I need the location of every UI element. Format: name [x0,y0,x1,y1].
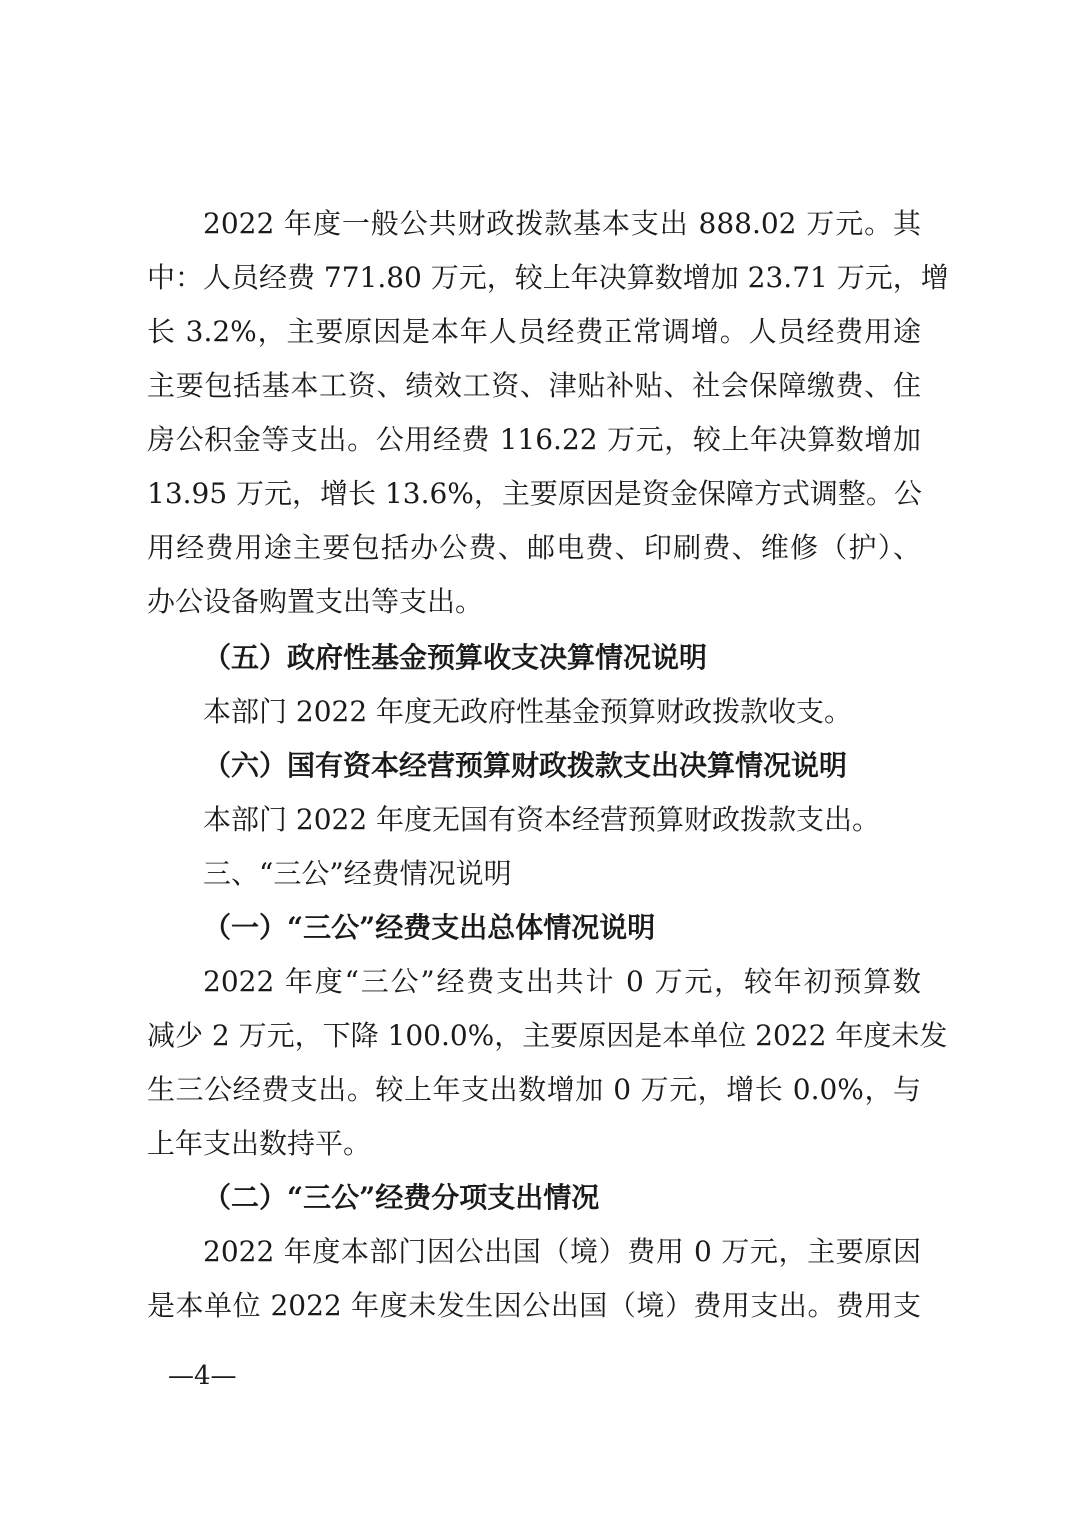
body-line: 生三公经费支出。较上年支出数增加 0 万元，增长 0.0%，与 [147,1073,921,1106]
body-line: 上年支出数持平。 [147,1127,372,1160]
body-line: 本部门 2022 年度无政府性基金预算财政拨款收支。 [203,695,853,728]
body-line: 长 3.2%，主要原因是本年人员经费正常调增。人员经费用途 [147,315,921,348]
body-line: 2022 年度本部门因公出国（境）费用 0 万元，主要原因 [203,1235,921,1268]
body-line: 是本单位 2022 年度未发生因公出国（境）费用支出。费用支 [147,1289,921,1322]
section-heading: （二）“三公”经费分项支出情况 [203,1181,600,1214]
body-line: 本部门 2022 年度无国有资本经营预算财政拨款支出。 [203,803,881,836]
body-line: 减少 2 万元，下降 100.0%，主要原因是本单位 2022 年度未发 [147,1019,948,1052]
section-heading: （五）政府性基金预算收支决算情况说明 [203,641,708,674]
page-number: —4— [168,1361,237,1391]
body-line: 用经费用途主要包括办公费、邮电费、印刷费、维修（护）、 [147,531,921,564]
section-heading: （六）国有资本经营预算财政拨款支出决算情况说明 [203,749,848,782]
body-line: 中：人员经费 771.80 万元，较上年决算数增加 23.71 万元，增 [147,261,949,294]
body-line: 2022 年度“三公”经费支出共计 0 万元，较年初预算数 [203,965,921,998]
chapter-heading: 三、“三公”经费情况说明 [203,857,512,890]
body-line: 房公积金等支出。公用经费 116.22 万元，较上年决算数增加 [147,423,921,456]
section-heading: （一）“三公”经费支出总体情况说明 [203,911,656,944]
body-line: 13.95 万元，增长 13.6%，主要原因是资金保障方式调整。公 [147,477,922,510]
body-line: 主要包括基本工资、绩效工资、津贴补贴、社会保障缴费、住 [147,369,921,402]
body-line: 2022 年度一般公共财政拨款基本支出 888.02 万元。其 [203,207,921,240]
body-line: 办公设备购置支出等支出。 [147,585,484,618]
